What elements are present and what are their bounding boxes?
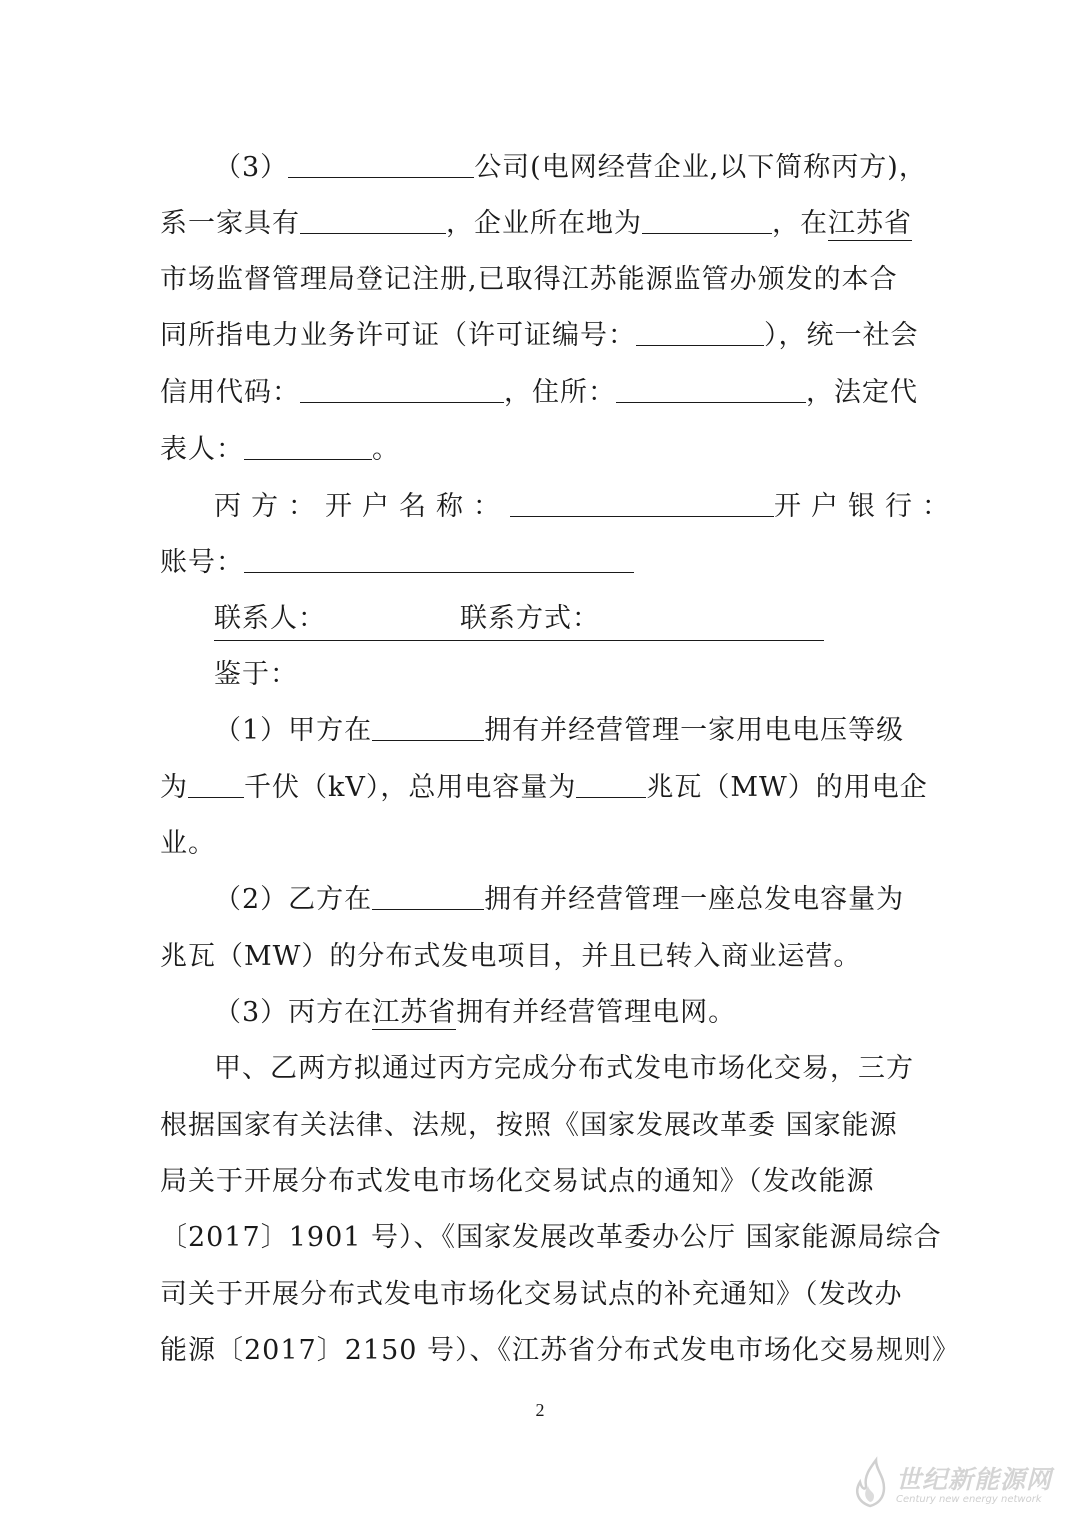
basis-paragraph-line-3: 局关于开展分布式发电市场化交易试点的通知》（发改能源 bbox=[160, 1166, 875, 1197]
account-number-line: 账号： bbox=[160, 543, 930, 583]
party-c-line-4: 同所指电力业务许可证（许可证编号： ），统一社会 bbox=[160, 320, 919, 351]
watermark-cn-text: 世纪新能源网 bbox=[896, 1464, 1053, 1494]
party-a-location-blank bbox=[372, 714, 484, 741]
company-name-blank bbox=[288, 151, 474, 178]
party-c-line-3: 市场监督管理局登记注册,已取得江苏能源监管办颁发的本合 bbox=[160, 264, 898, 295]
whereas-3-line: （3）丙方在江苏省拥有并经营管理电网。 bbox=[214, 997, 737, 1028]
party-c-line-5: 信用代码： ，住所： ，法定代 bbox=[160, 377, 918, 408]
account-number-blank bbox=[244, 546, 634, 573]
basis-paragraph-line-5: 司关于开展分布式发电市场化交易试点的补充通知》（发改办 bbox=[160, 1279, 903, 1310]
whereas-1-line-3: 业。 bbox=[160, 828, 216, 859]
whereas-1-line-2: 为 千伏（kV），总用电容量为 兆瓦（MW）的用电企 bbox=[160, 772, 928, 803]
party-c-intro-line: （3） 公司(电网经营企业,以下简称丙方)， bbox=[214, 152, 927, 183]
location-blank bbox=[642, 207, 772, 234]
party-c-line-2: 系一家具有 ，企业所在地为 ，在江苏省 bbox=[160, 208, 912, 239]
basis-paragraph-line-4: 〔2017〕1901 号）、《国家发展改革委办公厅 国家能源局综合 bbox=[160, 1222, 942, 1253]
license-number-blank bbox=[636, 319, 764, 346]
whereas-1-line-1: （1）甲方在 拥有并经营管理一家用电电压等级 bbox=[214, 715, 905, 746]
watermark-en-text: Century new energy network bbox=[896, 1493, 1042, 1505]
basis-paragraph-line-1: 甲、乙两方拟通过丙方完成分布式发电市场化交易，三方 bbox=[214, 1053, 914, 1084]
legal-rep-blank bbox=[244, 433, 372, 460]
party-b-location-blank bbox=[372, 883, 484, 910]
capacity-blank bbox=[576, 771, 646, 798]
whereas-2-line-1: （2）乙方在 拥有并经营管理一座总发电容量为 bbox=[214, 884, 905, 915]
party-c-line-6: 表人： 。 bbox=[160, 434, 400, 465]
contact-line bbox=[214, 599, 930, 641]
whereas-2-line-2: 兆瓦（MW）的分布式发电项目，并且已转入商业运营。 bbox=[160, 941, 862, 972]
account-name-blank bbox=[510, 490, 774, 517]
whereas-heading: 鉴于： bbox=[214, 659, 298, 690]
credit-code-blank bbox=[300, 376, 504, 403]
qualification-blank bbox=[300, 207, 446, 234]
bank-account-line: 丙方：开户名称： 开户银行： bbox=[214, 491, 959, 522]
address-blank bbox=[616, 376, 806, 403]
flame-logo-icon bbox=[850, 1456, 890, 1508]
watermark-logo bbox=[850, 1452, 1060, 1512]
basis-paragraph-line-2: 根据国家有关法律、法规，按照《国家发展改革委 国家能源 bbox=[160, 1110, 898, 1141]
basis-paragraph-line-6: 能源〔2017〕2150 号）、《江苏省分布式发电市场化交易规则》 bbox=[160, 1335, 961, 1366]
contact-underlined-field: 联系人： 联系方式： bbox=[214, 599, 824, 641]
page-number: 2 bbox=[535, 1400, 545, 1420]
voltage-blank bbox=[188, 771, 244, 798]
